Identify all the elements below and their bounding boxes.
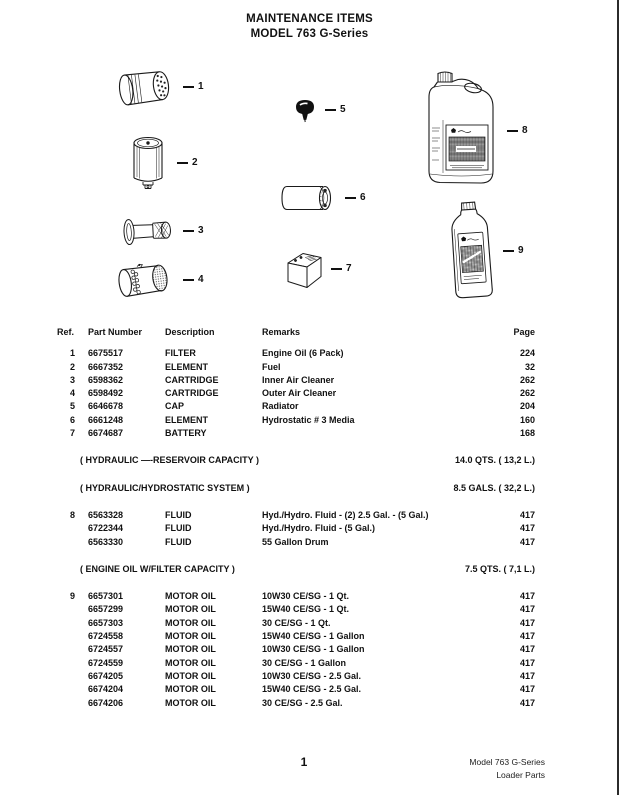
cell-ref bbox=[57, 536, 88, 549]
page-title bbox=[0, 12, 619, 42]
cell-ref: 7 bbox=[69, 428, 75, 439]
cell-remarks: Fuel bbox=[262, 361, 281, 372]
callout-number: 9 bbox=[518, 245, 524, 256]
page-title-line2: MODEL 763 G-Series bbox=[250, 28, 369, 40]
cell-part: 6661248 bbox=[88, 414, 124, 425]
footer-page-number: 1 bbox=[300, 755, 308, 769]
table-row bbox=[57, 361, 535, 374]
table-row bbox=[57, 603, 535, 616]
cell-page: 417 bbox=[519, 631, 535, 642]
cell-remarks: 30 CE/SG - 1 Qt. bbox=[262, 617, 331, 628]
radiator-cap-illustration bbox=[292, 97, 320, 123]
cell-ref: 8 bbox=[69, 509, 75, 520]
cell-ref bbox=[57, 643, 88, 656]
cell-desc: ELEMENT bbox=[165, 414, 209, 425]
callout-line bbox=[507, 130, 518, 132]
cell-remarks: 10W30 CE/SG - 1 Gallon bbox=[262, 644, 365, 655]
outer-air-cartridge-illustration bbox=[114, 258, 178, 302]
callout-line bbox=[177, 162, 188, 164]
header-ref: Ref. bbox=[57, 327, 75, 337]
cell-page: 417 bbox=[519, 657, 535, 668]
cell-part: 6563328 bbox=[88, 509, 124, 520]
cell-remarks: 30 CE/SG - 1 Gallon bbox=[262, 657, 347, 668]
capacity-note bbox=[57, 563, 535, 576]
callout-line bbox=[331, 268, 342, 270]
callout-8 bbox=[507, 126, 528, 136]
table-row bbox=[57, 522, 535, 535]
callout-number: 8 bbox=[522, 125, 528, 136]
parts-table bbox=[57, 326, 535, 710]
cell-ref bbox=[57, 697, 88, 710]
footer-model-line: Model 763 G-Series bbox=[469, 757, 545, 767]
table-row bbox=[57, 374, 535, 387]
callout-number: 7 bbox=[346, 263, 352, 274]
cell-page: 417 bbox=[519, 509, 535, 520]
cell-desc: MOTOR OIL bbox=[165, 631, 216, 642]
cell-part: 6674204 bbox=[88, 684, 124, 695]
callout-9 bbox=[503, 246, 524, 256]
cell-desc: MOTOR OIL bbox=[165, 697, 216, 708]
figure-fuel-element bbox=[126, 134, 198, 192]
cell-remarks bbox=[262, 427, 485, 440]
cell-part: 6657303 bbox=[88, 617, 124, 628]
capacity-note-label: ( ENGINE OIL W/FILTER CAPACITY ) bbox=[80, 563, 235, 574]
cell-part: 6724557 bbox=[88, 644, 124, 655]
callout-number: 1 bbox=[198, 81, 204, 92]
table-row bbox=[57, 347, 535, 360]
callout-3 bbox=[183, 226, 204, 236]
table-body bbox=[57, 347, 535, 710]
capacity-note-value: 14.0 QTS. ( 13,2 L.) bbox=[454, 455, 535, 466]
footer-parts-line: Loader Parts bbox=[496, 770, 545, 780]
cell-desc: CARTRIDGE bbox=[165, 374, 219, 385]
cell-part: 6724559 bbox=[88, 657, 124, 668]
cell-page: 417 bbox=[519, 591, 535, 602]
callout-number: 5 bbox=[340, 104, 346, 115]
cell-desc: MOTOR OIL bbox=[165, 670, 216, 681]
cell-page: 417 bbox=[519, 697, 535, 708]
cell-desc: FLUID bbox=[165, 523, 192, 534]
cell-part: 6674687 bbox=[88, 428, 124, 439]
figure-battery bbox=[282, 246, 352, 292]
fluid-jug-illustration bbox=[422, 70, 502, 192]
cell-remarks: 10W30 CE/SG - 1 Qt. bbox=[262, 591, 350, 602]
cell-ref bbox=[57, 603, 88, 616]
table-row bbox=[57, 414, 535, 427]
cell-desc: CAP bbox=[165, 401, 185, 412]
cell-part: 6722344 bbox=[88, 523, 124, 534]
cell-remarks: Engine Oil (6 Pack) bbox=[262, 348, 344, 359]
engine-oil-filter-illustration bbox=[116, 64, 178, 110]
table-row bbox=[57, 617, 535, 630]
callout-5 bbox=[325, 105, 346, 115]
cell-remarks: Hyd./Hydro. Fluid - (5 Gal.) bbox=[262, 523, 376, 534]
cell-desc: CARTRIDGE bbox=[165, 388, 219, 399]
cell-part: 6646678 bbox=[88, 401, 124, 412]
cell-page: 417 bbox=[519, 617, 535, 628]
callout-line bbox=[325, 109, 336, 111]
table-row bbox=[57, 643, 535, 656]
callout-line bbox=[503, 250, 514, 252]
table-row bbox=[57, 427, 535, 440]
table-row bbox=[57, 670, 535, 683]
figure-inner-air-cartridge bbox=[120, 214, 204, 248]
cell-ref: 1 bbox=[69, 348, 75, 359]
figure-hydrostatic-element bbox=[278, 180, 366, 216]
cell-page: 417 bbox=[519, 684, 535, 695]
cell-remarks: 15W40 CE/SG - 1 Gallon bbox=[262, 631, 365, 642]
cell-desc: BATTERY bbox=[165, 428, 207, 439]
cell-desc: MOTOR OIL bbox=[165, 591, 216, 602]
cell-desc: FLUID bbox=[165, 509, 192, 520]
table-row bbox=[57, 697, 535, 710]
capacity-note bbox=[57, 482, 535, 495]
cell-desc: MOTOR OIL bbox=[165, 684, 216, 695]
table-row bbox=[57, 400, 535, 413]
cell-page: 32 bbox=[524, 361, 535, 372]
cell-ref: 6 bbox=[69, 414, 75, 425]
cell-page: 204 bbox=[519, 401, 535, 412]
table-row bbox=[57, 536, 535, 549]
cell-page: 417 bbox=[519, 536, 535, 547]
table-row bbox=[57, 683, 535, 696]
figure-radiator-cap bbox=[292, 97, 346, 123]
callout-7 bbox=[331, 264, 352, 274]
cell-part: 6598362 bbox=[88, 374, 124, 385]
cell-remarks: Hydrostatic # 3 Media bbox=[262, 414, 355, 425]
table-row bbox=[57, 630, 535, 643]
inner-air-cartridge-illustration bbox=[120, 214, 178, 248]
cell-page: 160 bbox=[519, 414, 535, 425]
cell-ref bbox=[57, 670, 88, 683]
cell-desc: ELEMENT bbox=[165, 361, 209, 372]
cell-ref bbox=[57, 630, 88, 643]
callout-2 bbox=[177, 158, 198, 168]
figure-oil-bottle bbox=[444, 200, 524, 302]
cell-page: 168 bbox=[519, 428, 535, 439]
capacity-note-label: ( HYDRAULIC/HYDROSTATIC SYSTEM ) bbox=[80, 482, 250, 493]
cell-part: 6667352 bbox=[88, 361, 124, 372]
callout-line bbox=[183, 86, 194, 88]
header-remarks: Remarks bbox=[262, 327, 301, 337]
cell-page: 262 bbox=[519, 374, 535, 385]
callout-line bbox=[183, 279, 194, 281]
callout-6 bbox=[345, 193, 366, 203]
header-description: Description bbox=[165, 327, 215, 337]
cell-desc: MOTOR OIL bbox=[165, 644, 216, 655]
cell-ref: 5 bbox=[69, 401, 75, 412]
table-header bbox=[57, 326, 535, 339]
cell-ref bbox=[57, 683, 88, 696]
capacity-note bbox=[57, 454, 535, 467]
page-title-line1: MAINTENANCE ITEMS bbox=[246, 13, 373, 25]
cell-page: 262 bbox=[519, 388, 535, 399]
hydrostatic-element-illustration bbox=[278, 180, 340, 216]
oil-bottle-illustration bbox=[444, 200, 498, 302]
cell-desc: MOTOR OIL bbox=[165, 617, 216, 628]
cell-ref bbox=[57, 522, 88, 535]
figure-outer-air-cartridge bbox=[114, 258, 204, 302]
callout-number: 3 bbox=[198, 225, 204, 236]
cell-ref bbox=[57, 657, 88, 670]
cell-remarks: 10W30 CE/SG - 2.5 Gal. bbox=[262, 670, 362, 681]
cell-part: 6675517 bbox=[88, 348, 124, 359]
capacity-note-label: ( HYDRAULIC —-RESERVOIR CAPACITY ) bbox=[80, 455, 260, 466]
cell-ref: 2 bbox=[69, 361, 75, 372]
callout-4 bbox=[183, 275, 204, 285]
cell-part: 6598492 bbox=[88, 388, 124, 399]
cell-part: 6674206 bbox=[88, 697, 124, 708]
cell-desc: FILTER bbox=[165, 348, 196, 359]
cell-part: 6724558 bbox=[88, 631, 124, 642]
cell-desc: MOTOR OIL bbox=[165, 604, 216, 615]
cell-remarks: 30 CE/SG - 2.5 Gal. bbox=[262, 697, 343, 708]
cell-page: 417 bbox=[519, 670, 535, 681]
header-page: Page bbox=[513, 327, 535, 337]
cell-page: 417 bbox=[519, 523, 535, 534]
cell-part: 6657299 bbox=[88, 604, 124, 615]
cell-page: 417 bbox=[519, 644, 535, 655]
cell-ref: 3 bbox=[69, 374, 75, 385]
cell-remarks: 55 Gallon Drum bbox=[262, 536, 329, 547]
figure-engine-oil-filter bbox=[116, 64, 204, 110]
cell-remarks: Outer Air Cleaner bbox=[262, 388, 337, 399]
capacity-note-value: 8.5 GALS. ( 32,2 L.) bbox=[453, 482, 535, 493]
cell-page: 224 bbox=[519, 348, 535, 359]
table-row bbox=[57, 590, 535, 603]
cell-desc: FLUID bbox=[165, 536, 192, 547]
header-part-number: Part Number bbox=[88, 327, 143, 337]
cell-part: 6674205 bbox=[88, 670, 124, 681]
callout-1 bbox=[183, 82, 204, 92]
footer-model-info bbox=[469, 756, 545, 782]
table-row bbox=[57, 657, 535, 670]
cell-ref: 4 bbox=[69, 388, 75, 399]
callout-number: 4 bbox=[198, 274, 204, 285]
cell-ref bbox=[57, 617, 88, 630]
callout-line bbox=[345, 197, 356, 199]
fuel-element-illustration bbox=[126, 134, 172, 192]
cell-remarks: Radiator bbox=[262, 401, 299, 412]
table-row bbox=[57, 387, 535, 400]
cell-part: 6657301 bbox=[88, 591, 124, 602]
cell-ref: 9 bbox=[69, 591, 75, 602]
callout-number: 2 bbox=[192, 157, 198, 168]
callout-line bbox=[183, 230, 194, 232]
cell-remarks: 15W40 CE/SG - 2.5 Gal. bbox=[262, 684, 362, 695]
cell-desc: MOTOR OIL bbox=[165, 657, 216, 668]
callout-number: 6 bbox=[360, 192, 366, 203]
cell-page: 417 bbox=[519, 604, 535, 615]
cell-part: 6563330 bbox=[88, 536, 124, 547]
capacity-note-value: 7.5 QTS. ( 7,1 L.) bbox=[464, 563, 535, 574]
figure-fluid-jug bbox=[422, 70, 528, 192]
battery-illustration bbox=[282, 246, 326, 292]
cell-remarks: Hyd./Hydro. Fluid - (2) 2.5 Gal. - (5 Gal.) bbox=[262, 509, 429, 520]
table-row bbox=[57, 509, 535, 522]
cell-remarks: 15W40 CE/SG - 1 Qt. bbox=[262, 604, 350, 615]
cell-remarks: Inner Air Cleaner bbox=[262, 374, 335, 385]
